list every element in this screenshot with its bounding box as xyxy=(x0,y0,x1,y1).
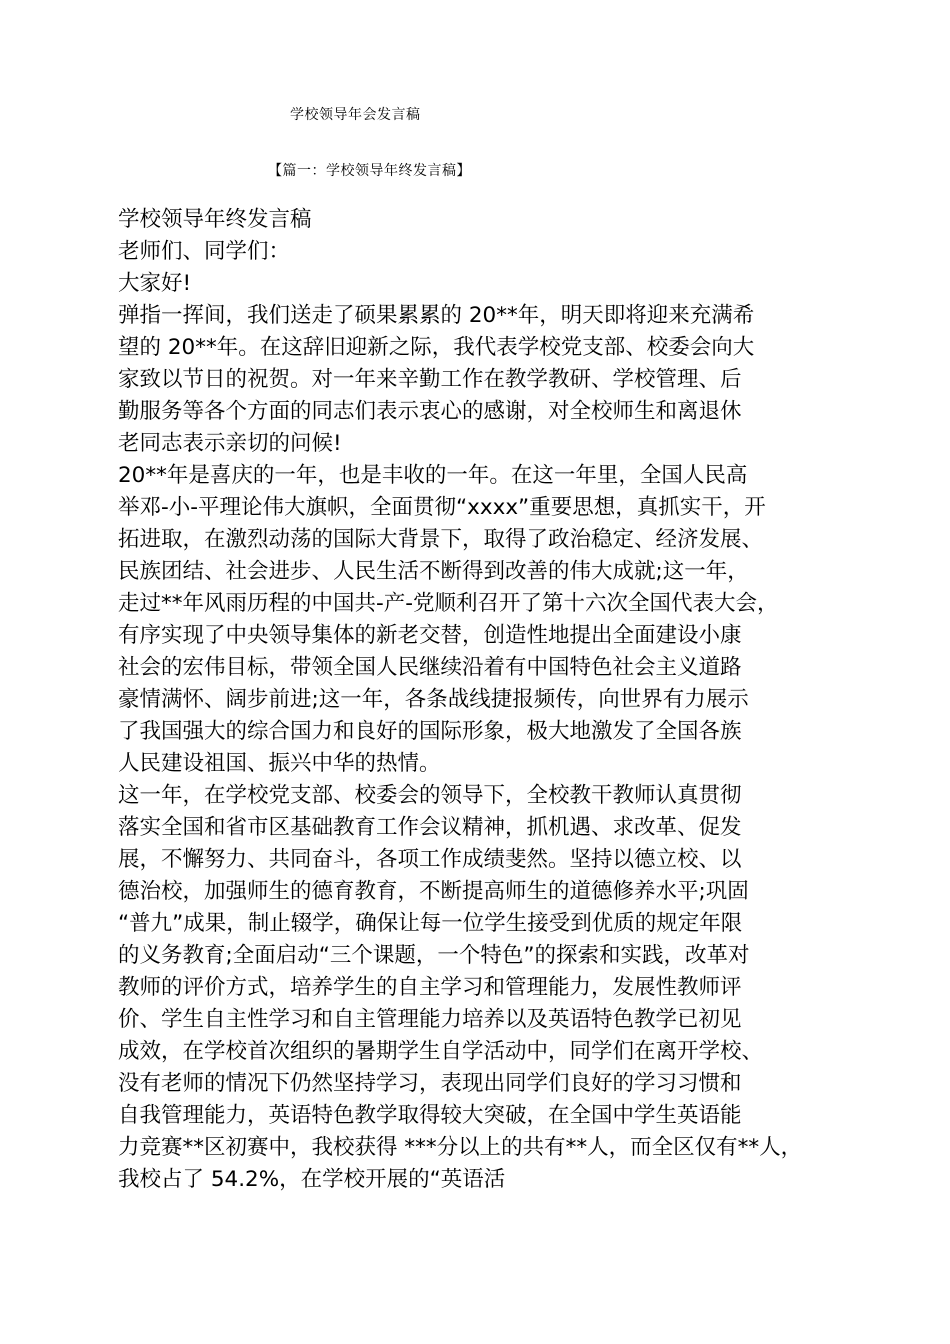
text-line: 勤服务等各个方面的同志们表示衷心的感谢，对全校师生和离退休 xyxy=(118,399,742,424)
greeting-line: 大家好! xyxy=(118,271,192,296)
text-line: 望的 20**年。在这辞旧迎新之际，我代表学校党支部、校委会向大 xyxy=(118,335,755,360)
text-line: 价、学生自主性学习和自主管理能力培养以及英语特色教学已初见 xyxy=(118,1007,742,1032)
text-line: 社会的宏伟目标，带领全国人民继续沿着有中国特色社会主义道路 xyxy=(118,655,742,680)
section-heading: 【篇一：学校领导年终发言稿】 xyxy=(268,163,471,179)
text-line: 了我国强大的综合国力和良好的国际形象，极大地激发了全国各族 xyxy=(118,719,742,744)
text-line: 人民建设祖国、振兴中华的热情。 xyxy=(118,751,441,776)
text-line: 举邓-小-平理论伟大旗帜，全面贯彻“xxxx”重要思想，真抓实干，开 xyxy=(118,495,766,520)
text-line: 拓进取，在激烈动荡的国际大背景下，取得了政治稳定、经济发展、 xyxy=(118,527,764,552)
text-line: 成效，在学校首次组织的暑期学生自学活动中，同学们在离开学校、 xyxy=(118,1039,764,1064)
text-line: “普九”成果，制止辍学，确保让每一位学生接受到优质的规定年限 xyxy=(118,911,743,936)
text-line: 展，不懈努力、共同奋斗，各项工作成绩斐然。坚持以德立校、以 xyxy=(118,847,742,872)
document-title: 学校领导年会发言稿 xyxy=(290,107,421,123)
text-line: 我校占了 54.2%，在学校开展的“英语活 xyxy=(118,1167,506,1192)
text-line: 老同志表示亲切的问候! xyxy=(118,431,342,456)
text-line: 弹指一挥间，我们送走了硕果累累的 20**年，明天即将迎来充满希 xyxy=(118,303,755,328)
text-line: 落实全国和省市区基础教育工作会议精神，抓机遇、求改革、促发 xyxy=(118,815,742,840)
text-line: 有序实现了中央领导集体的新老交替，创造性地提出全面建设小康 xyxy=(118,623,742,648)
text-line: 教师的评价方式，培养学生的自主学习和管理能力，发展性教师评 xyxy=(118,975,742,1000)
speech-body xyxy=(118,204,858,1196)
text-line: 的义务教育;全面启动“三个课题，一个特色”的探索和实践，改革对 xyxy=(118,943,750,968)
text-line: 没有老师的情况下仍然坚持学习，表现出同学们良好的学习习惯和 xyxy=(118,1071,742,1096)
text-line: 这一年，在学校党支部、校委会的领导下，全校教干教师认真贯彻 xyxy=(118,783,742,808)
salutation-line: 老师们、同学们： xyxy=(118,239,291,264)
text-line: 走过**年风雨历程的中国共-产-党顺利召开了第十六次全国代表大会， xyxy=(118,591,779,616)
text-line: 民族团结、社会进步、人民生活不断得到改善的伟大成就;这一年， xyxy=(118,559,749,584)
text-line: 豪情满怀、阔步前进;这一年，各条战线捷报频传，向世界有力展示 xyxy=(118,687,749,712)
speech-title-line: 学校领导年终发言稿 xyxy=(118,207,312,232)
text-line: 德治校，加强师生的德育教育，不断提高师生的道德修养水平;巩固 xyxy=(118,879,749,904)
text-line: 自我管理能力，英语特色教学取得较大突破，在全国中学生英语能 xyxy=(118,1103,742,1128)
text-line: 家致以节日的祝贺。对一年来辛勤工作在教学教研、学校管理、后 xyxy=(118,367,742,392)
text-line: 力竞赛**区初赛中，我校获得 ***分以上的共有**人，而全区仅有**人， xyxy=(118,1135,803,1160)
text-line: 20**年是喜庆的一年，也是丰收的一年。在这一年里，全国人民高 xyxy=(118,463,748,488)
